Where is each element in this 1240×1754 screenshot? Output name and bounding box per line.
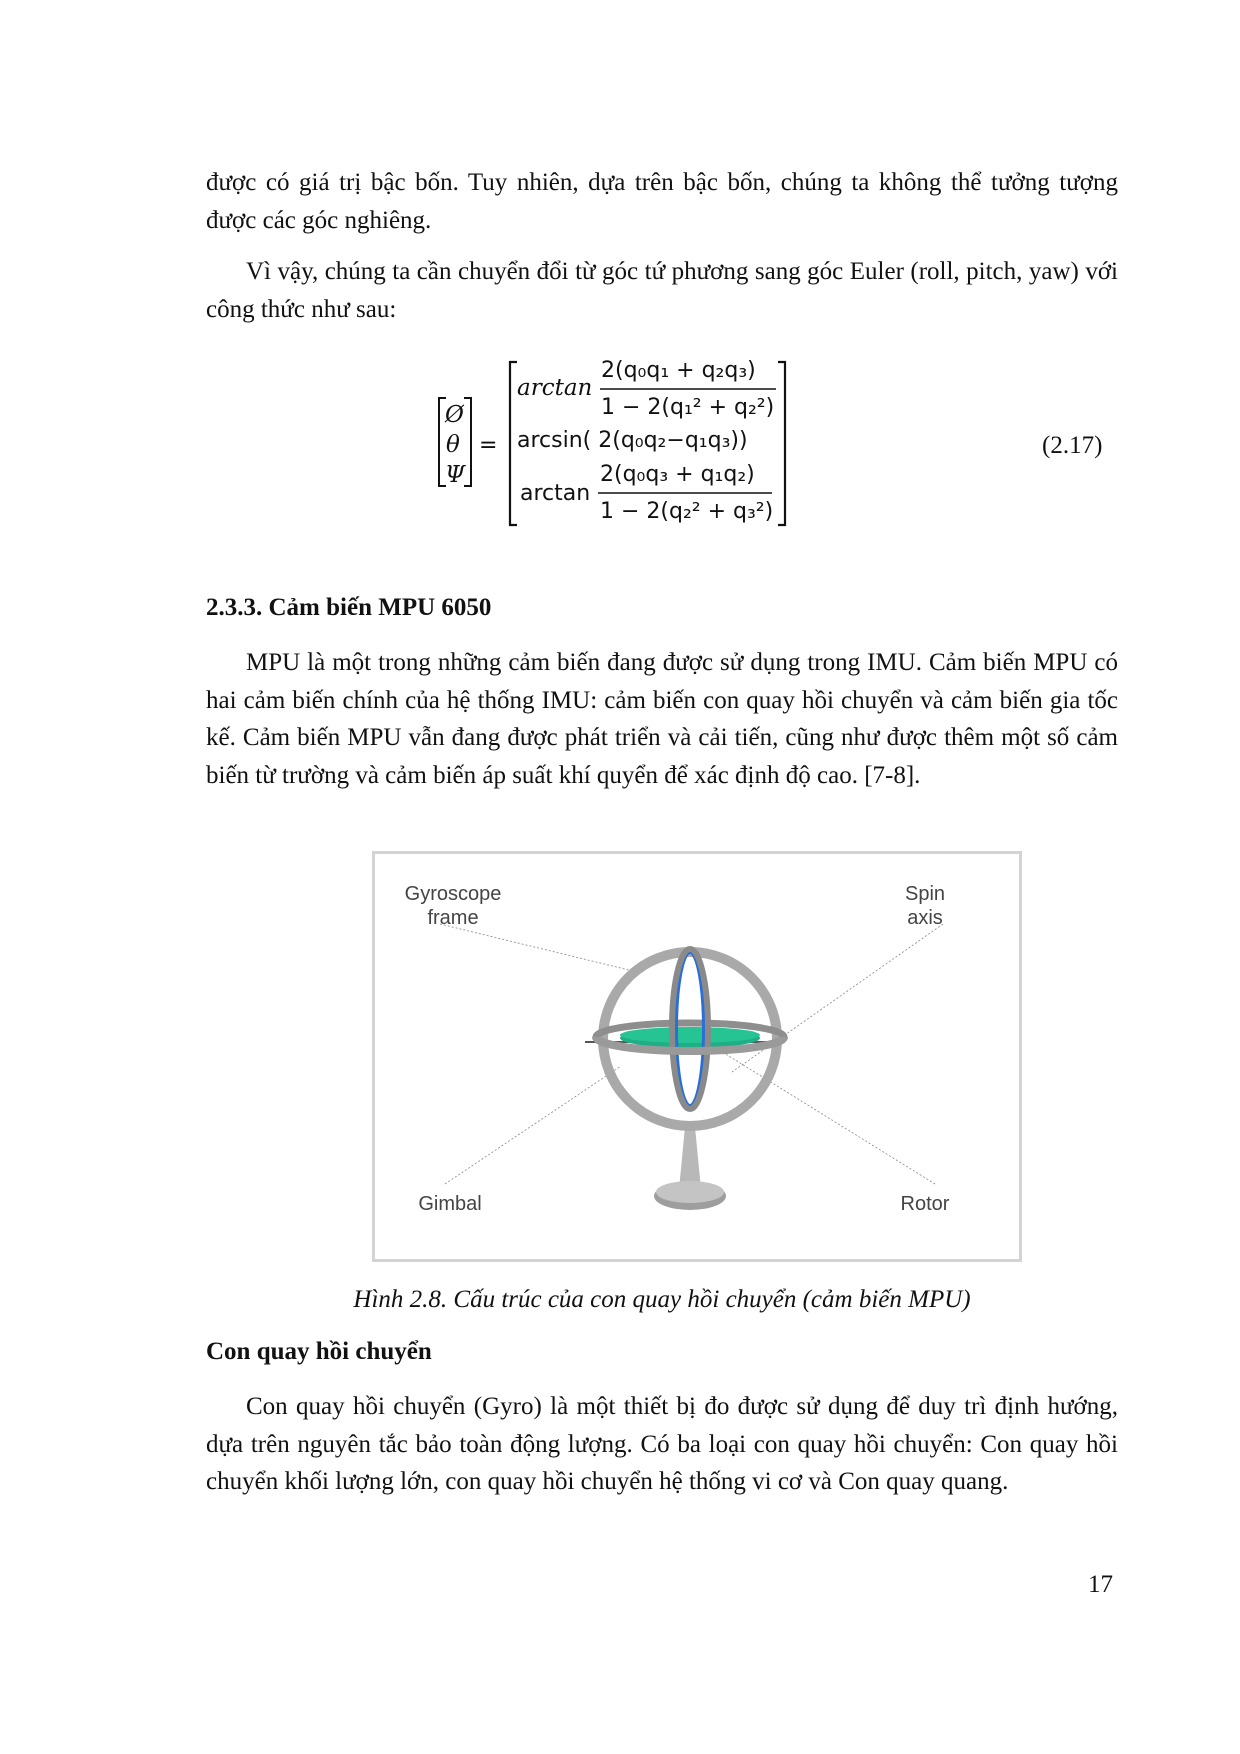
page-number: 17	[1088, 1571, 1113, 1598]
section-heading: 2.3.3. Cảm biến MPU 6050	[206, 594, 492, 621]
row2-arcsin: arcsin( 2(q₀q₂−q₁q₃))	[517, 428, 748, 453]
row1-func: arctan	[517, 375, 593, 401]
label-gimbal: Gimbal	[418, 1193, 482, 1215]
gyroscope-figure	[372, 851, 1022, 1262]
lhs-theta: θ	[446, 432, 460, 458]
lhs-psi: Ψ	[445, 462, 466, 488]
paragraph-gyro: Con quay hồi chuyển (Gyro) là một thiết bị đo được sử dụng để duy trì định hướng, dựa trên nguyên tắc bảo toàn động lượng. Có ba loại con quay hồi chuyển: Con quay hồi chuyển khối lượng lớn, con quay hồi chuyển hệ thống vi cơ và Con quay quang.	[206, 1393, 1118, 1495]
row3-func: arctan	[520, 481, 591, 506]
paragraph-quaternion-intro: được có giá trị bậc bốn. Tuy nhiên, dựa trên bậc bốn, chúng ta không thể tưởng tượng được các góc nghiêng.	[206, 169, 1118, 234]
equals-sign: =	[479, 433, 498, 458]
paragraph-mpu: MPU là một trong những cảm biến đang được sử dụng trong IMU. Cảm biến MPU có hai cảm biến chính của hệ thống IMU: cảm biến con quay hồi chuyển và cảm biến gia tốc kế. Cảm biến MPU vẫn đang được phát triển và cải tiến, cũng như được thêm một số cảm biến từ trường và cảm biến áp suất khí quyển để xác định độ cao. [7-8].	[206, 649, 1118, 789]
row3-numerator: 2(q₀q₃ + q₁q₂)	[600, 462, 755, 487]
lhs-phi: Ø	[445, 402, 464, 428]
row3-denominator: 1 − 2(q₂² + q₃²)	[600, 499, 774, 524]
paragraph-euler-conversion: Vì vậy, chúng ta cần chuyển đổi từ góc tứ phương sang góc Euler (roll, pitch, yaw) với công thức như sau:	[206, 258, 1118, 323]
subheading-gyro: Con quay hồi chuyển	[206, 1338, 432, 1365]
label-gyroscope-frame: Gyroscope frame	[404, 883, 502, 929]
label-rotor: Rotor	[900, 1193, 950, 1215]
stand-stem	[679, 1127, 701, 1189]
figure-caption: Hình 2.8. Cấu trúc của con quay hồi chuyển (cảm biến MPU)	[353, 1286, 971, 1313]
label-spin-axis: Spin axis	[904, 883, 946, 929]
row1-denominator: 1 − 2(q₁² + q₂²)	[601, 395, 775, 420]
row1-numerator: 2(q₀q₁ + q₂q₃)	[601, 358, 756, 383]
equation-number: (2.17)	[1042, 432, 1103, 459]
